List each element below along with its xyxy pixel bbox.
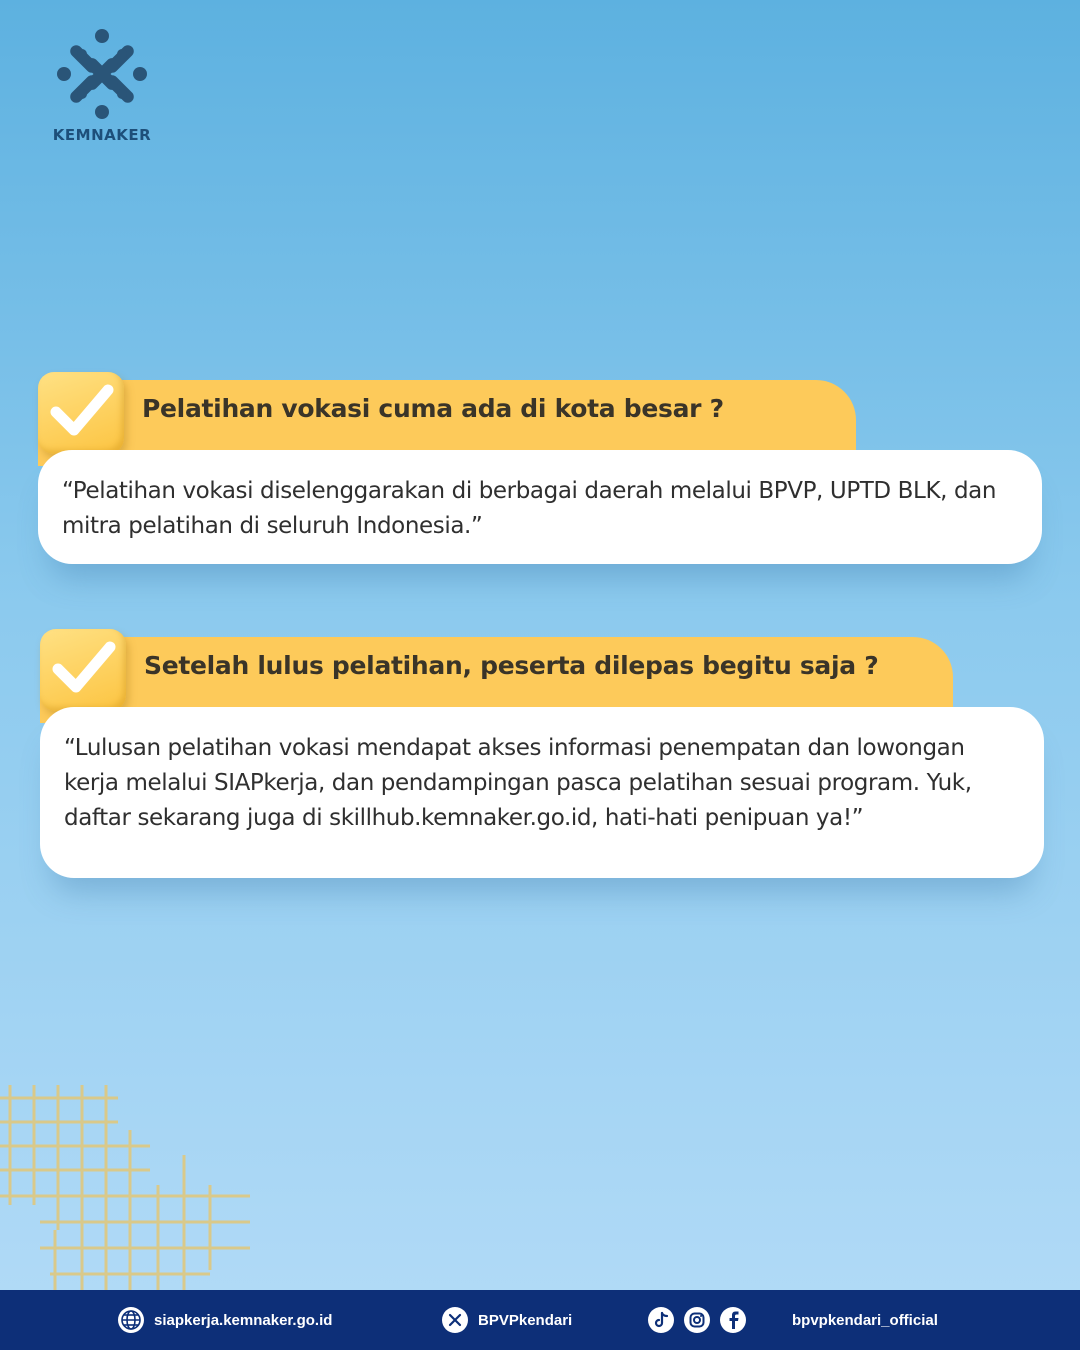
checkmark-icon: [48, 380, 114, 440]
answer-text: “Pelatihan vokasi diselenggarakan di berbagai daerah melalui BPVP, UPTD BLK, dan mitra pelatihan di seluruh Indonesia.”: [62, 478, 997, 539]
website-text: siapkerja.kemnaker.go.id: [154, 1311, 333, 1329]
kemnaker-logo: [52, 28, 152, 144]
question-text: Pelatihan vokasi cuma ada di kota besar ?: [142, 394, 724, 423]
checkmark-badge: [40, 629, 126, 711]
footer-bar: [0, 1290, 1080, 1350]
footer-socials[interactable]: [648, 1290, 938, 1350]
instagram-icon[interactable]: [684, 1307, 710, 1333]
answer-text: “Lulusan pelatihan vokasi mendapat akses informasi penempatan dan lowongan kerja melalui SIAPkerja, dan pendampingan pasca pelatihan sesuai program. Yuk, daftar sekarang juga di skillhub.kemnaker.go.id, hati-hati penipuan ya!”: [64, 735, 972, 831]
footer-x[interactable]: [442, 1290, 572, 1350]
social-handle-text: bpvpkendari_official: [792, 1311, 938, 1329]
globe-icon: [118, 1307, 144, 1333]
answer-box: [40, 707, 1044, 878]
checkmark-badge: [38, 372, 124, 454]
x-icon: [442, 1307, 468, 1333]
question-text: Setelah lulus pelatihan, peserta dilepas begitu saja ?: [144, 651, 879, 680]
kemnaker-emblem-icon: [56, 28, 148, 120]
footer-website[interactable]: [118, 1290, 332, 1350]
tiktok-icon[interactable]: [648, 1307, 674, 1333]
answer-box: [38, 450, 1042, 564]
decorative-grid: [0, 1080, 260, 1290]
brand-name: KEMNAKER: [52, 126, 152, 144]
facebook-icon[interactable]: [720, 1307, 746, 1333]
checkmark-icon: [50, 637, 116, 697]
x-handle-text: BPVPkendari: [478, 1311, 573, 1329]
